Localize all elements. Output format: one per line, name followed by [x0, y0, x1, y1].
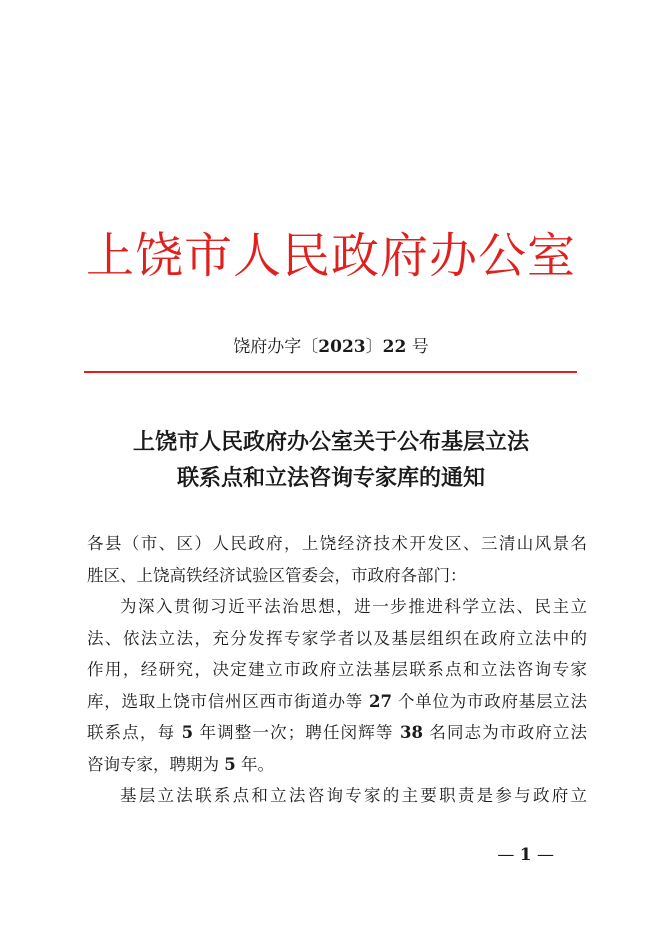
doc-number-prefix: 饶府办字〔 [233, 337, 319, 357]
p1-line-5-text-c: 名同志为市政府立法 [422, 723, 587, 742]
expert-count: 38 [399, 723, 423, 742]
document-number [0, 335, 662, 359]
doc-number-bracket: 〕 [365, 337, 383, 357]
paragraph-1-line-5 [87, 717, 587, 749]
addressee-line-2: 胜区、上饶高铁经济试验区管委会，市政府各部门： [87, 565, 467, 585]
paragraph-1-line-1: 为深入贯彻习近平法治思想，进一步推进科学立法、民主立 [120, 597, 587, 616]
adjust-interval-years: 5 [181, 723, 194, 742]
notice-title [0, 424, 662, 496]
p1-line-5-text-a: 联系点，每 [87, 723, 182, 742]
paragraph-1-line-2: 法、依法立法，充分发挥专家学者以及基层组织在政府立法中的 [87, 628, 587, 648]
paragraph-1-line-4 [87, 686, 587, 718]
page-number [497, 843, 554, 867]
unit-count: 27 [369, 691, 392, 711]
notice-title-line-2: 联系点和立法咨询专家库的通知 [176, 465, 485, 491]
doc-number-year: 2023 [318, 337, 366, 357]
doc-number-serial: 22 [382, 337, 407, 357]
doc-number-suffix: 号 [406, 337, 429, 357]
p1-line-4-text-b: 个单位为市政府基层立法 [391, 691, 587, 711]
page-dash-right: — [531, 845, 554, 865]
issuer-masthead: 上饶市人民政府办公室 [85, 228, 576, 284]
addressee-line-1: 各县（市、区）人民政府，上饶经济技术开发区、三清山风景名 [87, 534, 587, 553]
notice-title-line-1: 上饶市人民政府办公室关于公布基层立法 [132, 429, 529, 455]
p1-line-6-text-a: 咨询专家，聘期为 [87, 754, 225, 774]
p1-line-5-text-b: 年调整一次；聘任闵辉等 [193, 723, 400, 742]
p1-line-4-text-a: 库，选取上饶市信州区西市街道办等 [87, 691, 370, 711]
page-dash-left: — [497, 845, 520, 865]
term-years: 5 [224, 754, 236, 774]
page-number-value: 1 [519, 845, 532, 865]
red-separator-line [84, 371, 577, 373]
p1-line-6-text-b: 年。 [235, 754, 274, 774]
paragraph-2-line-1: 基层立法联系点和立法咨询专家的主要职责是参与政府立 [120, 786, 587, 805]
paragraph-1-line-3: 作用，经研究，决定建立市政府立法基层联系点和立法咨询专家 [87, 660, 587, 679]
paragraph-1-line-6 [87, 749, 587, 781]
notice-body [87, 528, 587, 812]
